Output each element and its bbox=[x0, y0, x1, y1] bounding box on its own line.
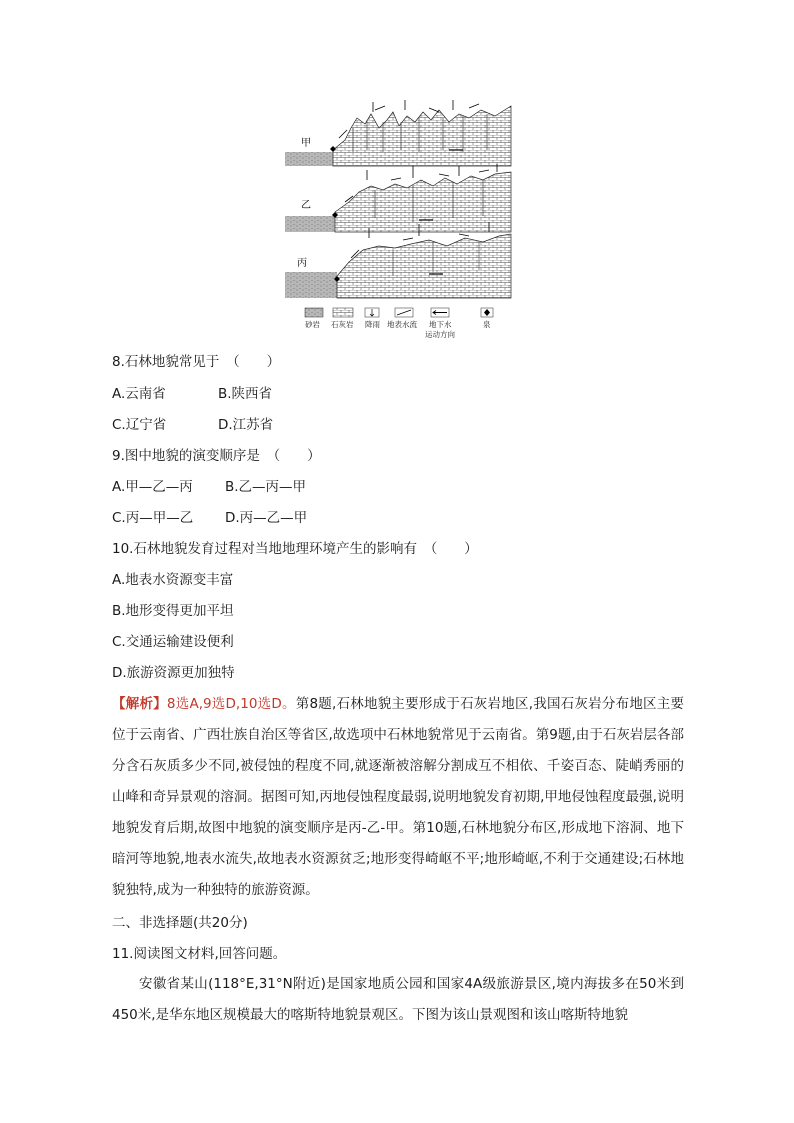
limestone-body bbox=[333, 106, 511, 166]
figure-legend bbox=[305, 308, 493, 339]
section-2-title: 二、非选择题(共20分) bbox=[112, 915, 248, 931]
legend-swatch-limestone bbox=[333, 308, 353, 317]
analysis-tag: 【解析】 bbox=[112, 696, 167, 712]
legend-label-spring: 泉 bbox=[483, 320, 491, 329]
row-label-bing: 丙 bbox=[297, 258, 307, 269]
row-label-jia: 甲 bbox=[301, 138, 311, 149]
profile-yi bbox=[285, 164, 511, 232]
q8-stem: 8.石林地貌常见于 （ ） bbox=[112, 354, 281, 370]
limestone-body bbox=[335, 172, 511, 232]
q10-stem: 10.石林地貌发育过程对当地地理环境产生的影响有 （ ） bbox=[112, 541, 478, 557]
profile-bing bbox=[285, 222, 511, 298]
rain-arrows bbox=[367, 164, 497, 180]
q8-option-a: A.云南省 bbox=[112, 386, 166, 402]
limestone-body bbox=[337, 234, 511, 298]
q10-option-c: C.交通运输建设便利 bbox=[112, 634, 234, 650]
legend-swatch-sandstone bbox=[305, 308, 323, 317]
q10-option-b: B.地形变得更加平坦 bbox=[112, 603, 234, 619]
q8-option-b: B.陕西省 bbox=[218, 386, 273, 402]
q11-stem: 11.阅读图文材料,回答问题。 bbox=[112, 946, 287, 962]
q11-material: 安徽省某山(118°E,31°N附近)是国家地质公园和国家4A级旅游景区,境内海拔多在50米到450米,是华东地区规模最大的喀斯特地貌景观区。下图为该山景观图和该山喀斯特地貌 bbox=[112, 976, 684, 1023]
karst-evolution-figure bbox=[283, 100, 517, 344]
analysis-paragraph bbox=[112, 689, 684, 906]
legend-label-underground-water: 地下水 bbox=[429, 320, 452, 329]
sandstone-layer bbox=[285, 216, 335, 232]
legend-label-movement-direction: 运动方向 bbox=[425, 330, 455, 339]
legend-label-rain: 降雨 bbox=[365, 320, 380, 329]
profile-jia bbox=[285, 100, 511, 166]
q10-option-a: A.地表水资源变丰富 bbox=[112, 572, 234, 588]
analysis-body: 第8题,石林地貌主要形成于石灰岩地区,我国石灰岩分布地区主要位于云南省、广西壮族自治区等省区,故选项中石林地貌常见于云南省。第9题,由于石灰岩层各部分含石灰质多少不同,被侵蚀的程度不同,就逐渐被溶解分割成互不相依、千姿百态、陡峭秀丽的山峰和奇异景观的溶洞。据图可知,丙地侵蚀程度最弱,说明地貌发育初期,甲地侵蚀程度最强,说明地貌发育后期,故图中地貌的演变顺序是丙-乙-甲。第10题,石林地貌分布区,形成地下溶洞、地下暗河等地貌,地表水流失,故地表水资源贫乏;地形变得崎岖不平;地形崎岖,不利于交通建设;石林地貌独特,成为一种独特的旅游资源。 bbox=[112, 696, 685, 898]
q9-option-a: A.甲—乙—丙 bbox=[112, 479, 193, 495]
q9-option-b: B.乙—丙—甲 bbox=[225, 479, 307, 495]
q9-option-d: D.丙—乙—甲 bbox=[225, 510, 308, 526]
q8-option-d: D.江苏省 bbox=[218, 417, 274, 433]
sandstone-layer bbox=[285, 152, 333, 166]
sandstone-layer bbox=[285, 272, 337, 298]
analysis-answers: 8选A,9选D,10选D。 bbox=[166, 696, 296, 712]
legend-label-sandstone: 砂岩 bbox=[305, 320, 320, 329]
legend-label-limestone: 石灰岩 bbox=[331, 320, 354, 329]
q9-option-c: C.丙—甲—乙 bbox=[112, 510, 194, 526]
q9-stem: 9.图中地貌的演变顺序是 （ ） bbox=[112, 448, 321, 464]
row-label-yi: 乙 bbox=[301, 200, 311, 211]
q10-option-d: D.旅游资源更加独特 bbox=[112, 665, 235, 681]
legend-label-surface-flow: 地表水流 bbox=[387, 320, 417, 329]
q8-option-c: C.辽宁省 bbox=[112, 417, 167, 433]
